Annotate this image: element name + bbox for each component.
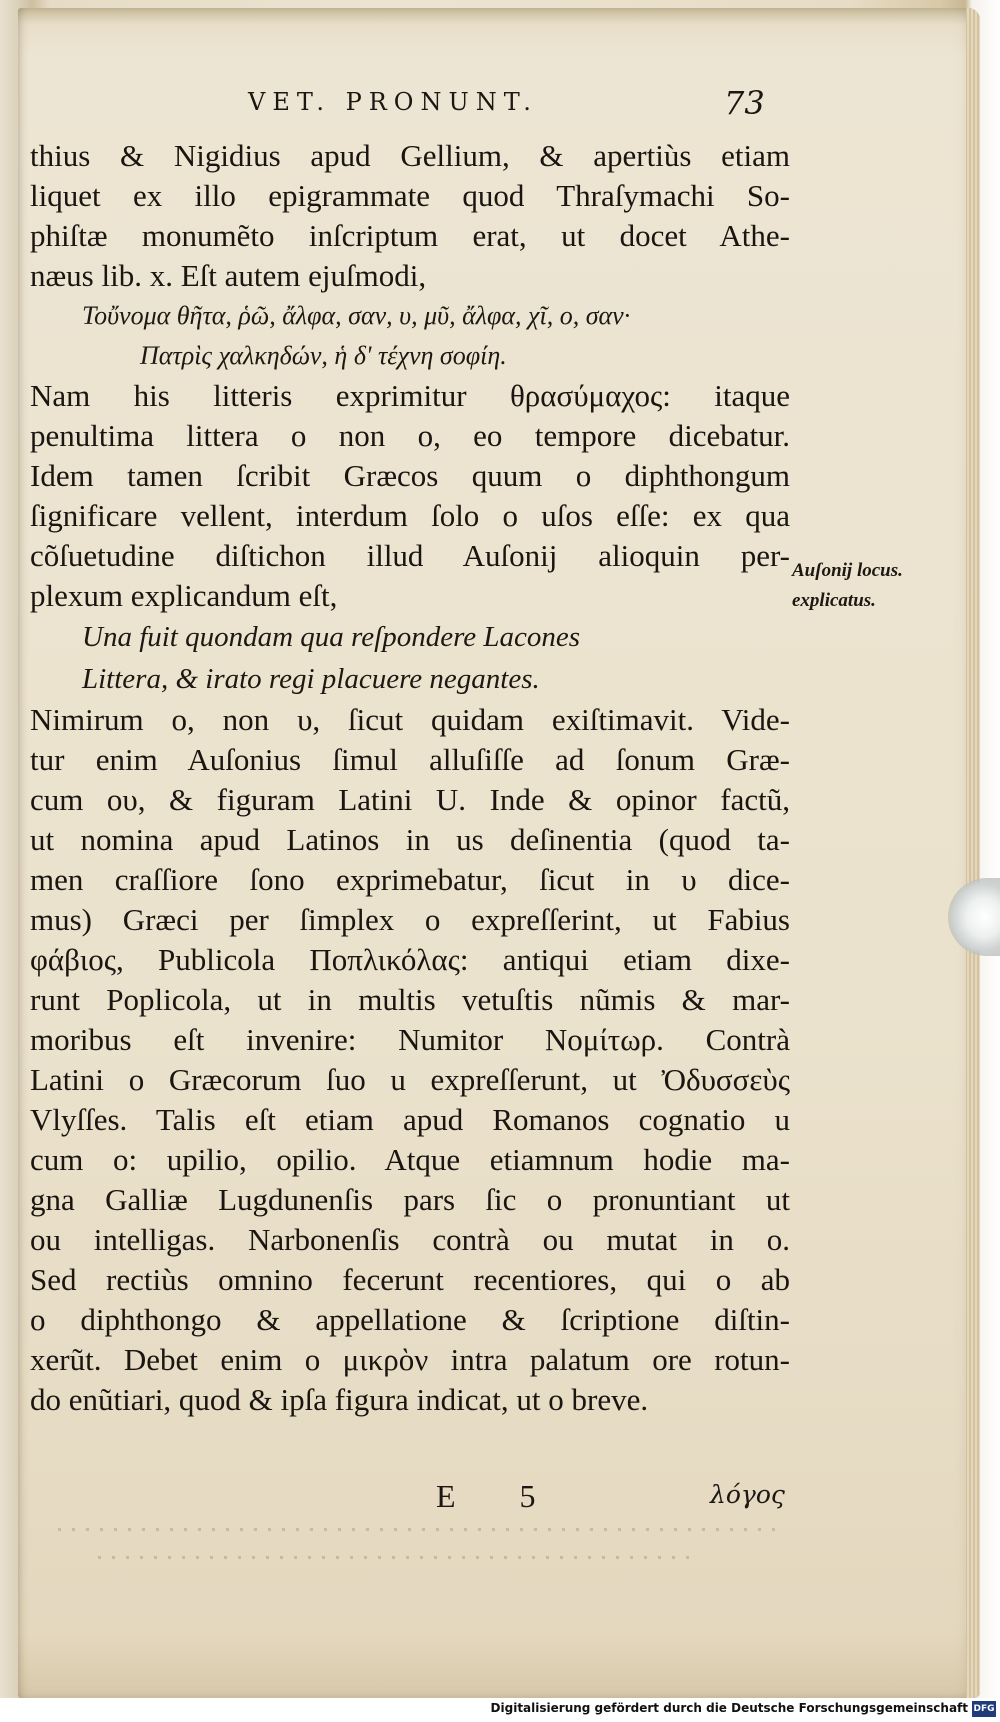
marginal-note bbox=[792, 556, 932, 616]
catchword: λόγος bbox=[710, 1480, 785, 1509]
latin-verse-line: Una fuit quondam qua reſpondere Lacones bbox=[82, 621, 581, 653]
digitization-credit: Digitalisierung gefördert durch die Deutsche Forschungsgemeinschaft bbox=[490, 1701, 968, 1715]
page-number: 73 bbox=[724, 84, 765, 122]
book-page bbox=[18, 8, 980, 1698]
text-line: penultima littera ο non ο, eo tempore dicebatur. bbox=[30, 418, 790, 453]
marginal-note-line: Auſonij locus. bbox=[792, 560, 903, 581]
text-line: gna Galliæ Lugdunenſis pars ſic o pronuntiant ut bbox=[30, 1182, 790, 1217]
text-line: Nimirum ο, non υ, ſicut quidam exiſtimavit. Vide- bbox=[30, 702, 790, 737]
text-line: ο diphthongo & appellatione & ſcriptione diſtin- bbox=[30, 1302, 790, 1337]
text-line: thius & Nigidius apud Gellium, & apertiùs etiam bbox=[30, 138, 790, 173]
text-line: cum ου, & figuram Latini U. Inde & opinor factũ, bbox=[30, 782, 790, 817]
show-through-marks bbox=[98, 1556, 698, 1559]
text-line: xerũt. Debet enim ο μικρὸν intra palatum ore rotun- bbox=[30, 1342, 790, 1377]
page-header bbox=[18, 84, 980, 134]
text-line: Vlyſſes. Talis eſt etiam apud Romanos cognatio u bbox=[30, 1102, 790, 1137]
text-line: mus) Græci per ſimplex ο expreſſerint, ut Fabius bbox=[30, 902, 790, 937]
text-line: tur enim Auſonius ſimul alluſiſſe ad ſonum Græ- bbox=[30, 742, 790, 777]
text-line: moribus eſt invenire: Numitor Νομίτωρ. Contrà bbox=[30, 1022, 790, 1057]
text-line: ut nomina apud Latinos in us deſinentia (quod ta- bbox=[30, 822, 790, 857]
running-head: VET. PRONUNT. bbox=[248, 88, 538, 116]
text-line: næus lib. x. Eſt autem ejuſmodi, bbox=[30, 258, 427, 293]
text-line: φάβιος, Publicola Ποπλικόλας: antiqui etiam dixe- bbox=[30, 942, 790, 977]
text-line: plexum explicandum eſt, bbox=[30, 578, 338, 613]
text-line: ou intelligas. Narbonenſis contrà ou mutat in o. bbox=[30, 1222, 790, 1257]
page-edge bbox=[966, 8, 980, 1698]
text-line: Nam his litteris exprimitur θρασύμαχος: itaque bbox=[30, 378, 790, 413]
signature-mark: E 5 bbox=[436, 1478, 564, 1514]
text-line: men craſſiore ſono exprimebatur, ſicut in υ dice- bbox=[30, 862, 790, 897]
text-line: runt Poplicola, ut in multis vetuſtis nũmis & mar- bbox=[30, 982, 790, 1017]
text-line: Idem tamen ſcribit Græcos quum ο diphthongum bbox=[30, 458, 790, 493]
greek-verse-line: Τοὔνομα θῆτα, ῥῶ, ἄλφα, σαν, υ, μῦ, ἄλφα, χῖ, ο, σαν· bbox=[82, 301, 631, 330]
marginal-note-line: explicatus. bbox=[792, 590, 876, 611]
text-line: cõſuetudine diſtichon illud Auſonij alioquin per- bbox=[30, 538, 790, 573]
credit-bar bbox=[0, 1698, 1000, 1722]
text-line: phiſtæ monumẽto inſcriptum erat, ut docet Athe- bbox=[30, 218, 790, 253]
text-line: Sed rectiùs omnino fecerunt recentiores, qui o ab bbox=[30, 1262, 790, 1297]
text-block bbox=[30, 136, 790, 1420]
show-through-marks bbox=[58, 1528, 778, 1531]
greek-verse-line: Πατρὶς χαλκηδών, ἡ δ' τέχνη σοφίη. bbox=[140, 341, 507, 370]
page-footer bbox=[18, 1478, 980, 1522]
dfg-logo: DFG bbox=[972, 1701, 996, 1717]
text-line: cum o: upilio, opilio. Atque etiamnum hodie ma- bbox=[30, 1142, 790, 1177]
text-line: Latini ο Græcorum ſuo u expreſſerunt, ut Ὀδυσσεὺς bbox=[30, 1062, 790, 1097]
latin-verse-line: Littera, & irato regi placuere negantes. bbox=[82, 663, 540, 695]
text-line: liquet ex illo epigrammate quod Thraſymachi So- bbox=[30, 178, 790, 213]
text-line: do enũtiari, quod & ipſa figura indicat, ut o breve. bbox=[30, 1382, 649, 1417]
text-line: ſignificare vellent, interdum ſolo ο uſos eſſe: ex qua bbox=[30, 498, 790, 533]
